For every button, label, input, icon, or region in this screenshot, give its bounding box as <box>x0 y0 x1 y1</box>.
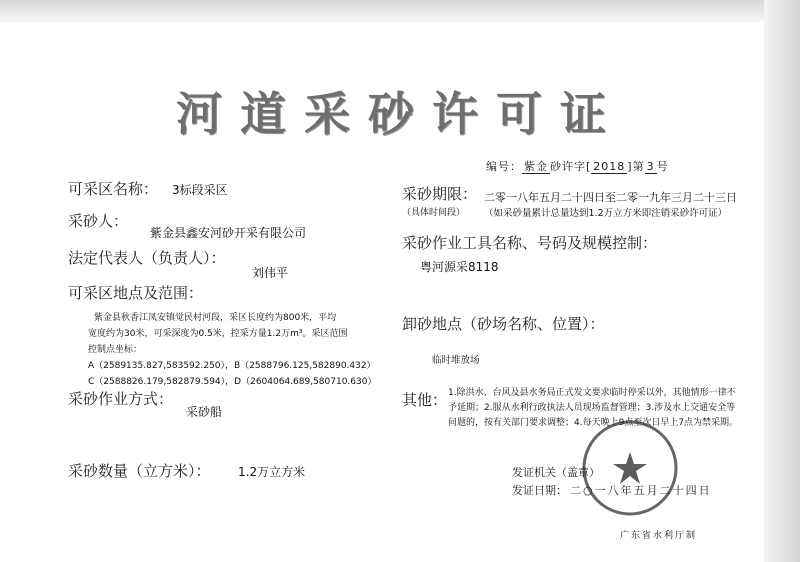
quantity-value: 1.2万立方米 <box>238 465 306 479</box>
period-label: 采砂期限： <box>402 185 478 203</box>
period-line1: 二零一八年五月二十四日至二零一九年三月二十三日 <box>484 191 737 204</box>
issue-date-value: 二○一八年五月二十四日 <box>570 484 712 497</box>
area-name-label: 可采区名称： <box>68 180 159 198</box>
tools-value: 粤河源采8118 <box>420 260 499 274</box>
scan-edge-top <box>0 0 800 22</box>
other-label: 其他： <box>402 391 448 409</box>
number-year: 2018 <box>593 160 626 173</box>
period-sub: （具体时间段） <box>402 208 466 218</box>
number-seq: 3 <box>646 160 655 173</box>
location-line: 控制点坐标： <box>88 345 143 355</box>
number-org: 紫金 <box>524 160 548 173</box>
quantity-label: 采砂数量（立方米）： <box>68 462 211 480</box>
footer-maker: 广东省水利厅制 <box>620 531 698 541</box>
permit-number <box>486 158 669 174</box>
representative-label: 法定代表人（负责人）： <box>68 249 226 267</box>
issue-date-label: 发证日期： <box>512 484 567 497</box>
area-name-value: 3标段采区 <box>172 183 228 197</box>
miner-label: 采砂人： <box>68 212 129 230</box>
method-label: 采砂作业方式： <box>68 390 174 408</box>
document-title: 河道采砂许可证 <box>176 87 624 141</box>
location-line: 紫金县秋香江凤安镇觉民村河段，采区长度约为800米，平均 <box>94 313 337 323</box>
location-text <box>88 310 388 358</box>
period-line2: （如采砂量累计总量达到1.2万立方米即注销采砂许可证） <box>484 208 728 219</box>
miner-value: 紫金县鑫安河砂开采有限公司 <box>150 226 307 240</box>
number-after: ]第 <box>627 160 645 173</box>
other-line: 予延期；2.服从水利行政执法人员现场监督管理；3.涉及水上交通安全等 <box>448 403 736 413</box>
location-line: 宽度约为30米，可采深度为0.5米，控采方量1.2万m³。采区范围 <box>88 329 348 339</box>
coord-line: A（2589135.827,583592.250），B（2588796.125,582890.432） <box>88 361 376 371</box>
method-value: 采砂船 <box>186 405 223 419</box>
number-prefix: 编号： <box>486 160 522 173</box>
issuer-label: 发证机关（盖章） <box>512 466 600 479</box>
number-mid: 砂许字[ <box>550 160 592 173</box>
unload-label: 卸砂地点（砂场名称、位置）： <box>402 315 605 333</box>
tools-label: 采砂作业工具名称、号码及规模控制： <box>402 234 658 252</box>
coord-line: C（2588826.179,582879.594），D（2604064.689,580710.630） <box>88 377 377 387</box>
other-line: 问题的，按有关部门要求调整；4.每天晚上9点至次日早上7点为禁采期。 <box>448 418 739 428</box>
location-label: 可采区地点及范围： <box>68 284 204 302</box>
representative-value: 刘伟平 <box>252 266 289 280</box>
unload-value: 临时堆放场 <box>432 355 480 366</box>
other-line: 1.除洪水、台风及县水务局正式发文要求临时停采以外，其他情形一律不 <box>448 388 736 398</box>
number-suffix: 号 <box>656 160 669 173</box>
